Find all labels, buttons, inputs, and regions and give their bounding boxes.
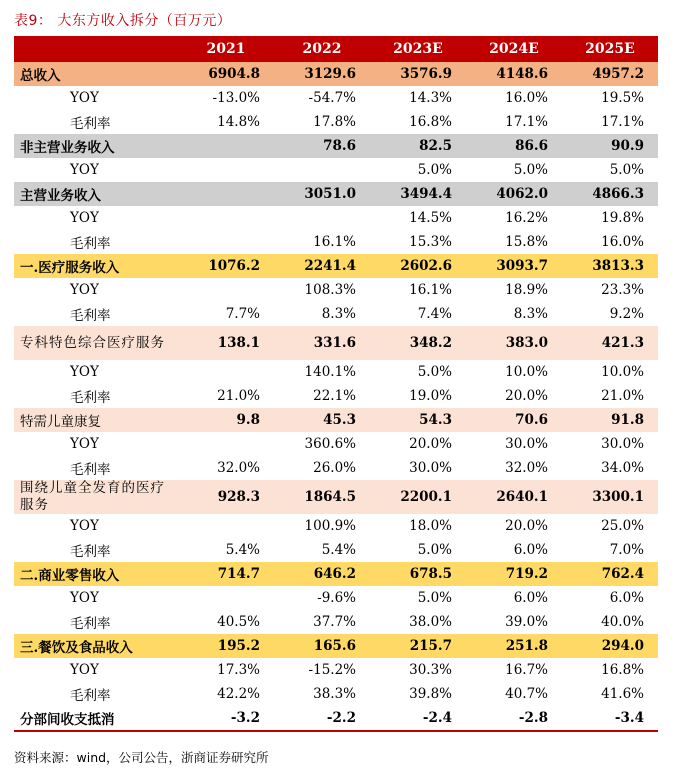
table-cell: 646.2 [274,562,370,586]
row-label: 非主营业务收入 [14,134,178,158]
table-cell: 5.0% [370,360,466,384]
row-label: YOY [14,432,178,456]
row-label: 专科特色综合医疗服务 [14,326,178,360]
table-cell: 54.3 [370,408,466,432]
table-cell: 9.2% [562,302,658,326]
table-cell [178,158,274,182]
table-cell: -9.6% [274,586,370,610]
table-cell [178,206,274,230]
table-cell: 38.0% [370,610,466,634]
table-cell: 30.3% [370,658,466,682]
table-row [14,432,658,456]
column-header: 2023E [370,36,466,62]
table-cell: 714.7 [178,562,274,586]
row-label: 主营业务收入 [14,182,178,206]
column-header: 2021 [178,36,274,62]
row-label: 围绕儿童全发育的医疗服务 [14,480,178,514]
row-label: 毛利率 [14,682,178,706]
row-label: 总收入 [14,62,178,86]
row-label: YOY [14,206,178,230]
table-cell: 10.0% [466,360,562,384]
table-cell: 86.6 [466,134,562,158]
table-cell: 2602.6 [370,254,466,278]
table-cell: -13.0% [178,86,274,110]
table-cell: -2.8 [466,706,562,731]
table-cell: 30.0% [466,432,562,456]
table-row [14,230,658,254]
table-row [14,110,658,134]
table-row [14,586,658,610]
table-cell: 5.4% [274,538,370,562]
table-cell: 3494.4 [370,182,466,206]
table-cell: 30.0% [562,432,658,456]
table-cell: 6.0% [562,586,658,610]
table-cell [274,206,370,230]
row-label: YOY [14,278,178,302]
table-cell: 8.3% [274,302,370,326]
table-cell: -15.2% [274,658,370,682]
table-cell: 23.3% [562,278,658,302]
row-label: YOY [14,86,178,110]
table-cell [178,230,274,254]
row-label: 一.医疗服务收入 [14,254,178,278]
table-row [14,480,658,514]
table-cell: 40.0% [562,610,658,634]
table-row [14,538,658,562]
table-cell: 17.3% [178,658,274,682]
table-cell: 16.0% [466,86,562,110]
table-cell [178,432,274,456]
table-cell [178,182,274,206]
table-row [14,254,658,278]
table-cell: 14.5% [370,206,466,230]
table-cell: 4957.2 [562,62,658,86]
table-row [14,326,658,360]
table-cell: 41.6% [562,682,658,706]
table-row [14,634,658,658]
table-cell: 3093.7 [466,254,562,278]
table-cell: 26.0% [274,456,370,480]
table-row [14,610,658,634]
table-row [14,562,658,586]
table-cell: 5.0% [370,538,466,562]
table-cell: 17.1% [466,110,562,134]
table-cell: 2640.1 [466,480,562,514]
table-cell: 251.8 [466,634,562,658]
header-row [14,36,658,62]
table-cell: 3813.3 [562,254,658,278]
table-cell: -3.2 [178,706,274,731]
row-label: 毛利率 [14,456,178,480]
table-body [14,62,658,731]
table-cell: 8.3% [466,302,562,326]
table-cell: 678.5 [370,562,466,586]
table-cell: 32.0% [466,456,562,480]
table-cell: 2200.1 [370,480,466,514]
table-cell: 16.7% [466,658,562,682]
column-header: 2025E [562,36,658,62]
row-label: 毛利率 [14,110,178,134]
table-cell: 20.0% [466,514,562,538]
table-cell: 140.1% [274,360,370,384]
table-row [14,182,658,206]
table-cell [274,158,370,182]
table-cell: 16.0% [562,230,658,254]
table-cell: 15.8% [466,230,562,254]
table-cell: 37.7% [274,610,370,634]
table-cell: 30.0% [370,456,466,480]
table-cell: 5.0% [466,158,562,182]
table-row [14,158,658,182]
table-cell: 10.0% [562,360,658,384]
table-cell: 91.8 [562,408,658,432]
table-cell: 90.9 [562,134,658,158]
table-cell: 5.0% [562,158,658,182]
table-row [14,134,658,158]
table-cell: 21.0% [562,384,658,408]
table-cell: 40.5% [178,610,274,634]
table-cell: 78.6 [274,134,370,158]
table-cell: 762.4 [562,562,658,586]
table-cell: 4062.0 [466,182,562,206]
row-label: 毛利率 [14,302,178,326]
table-cell: 6904.8 [178,62,274,86]
table-cell: 9.8 [178,408,274,432]
table-cell: 3129.6 [274,62,370,86]
row-label: YOY [14,360,178,384]
row-label: YOY [14,158,178,182]
table-cell: 100.9% [274,514,370,538]
table-row [14,658,658,682]
table-cell: 383.0 [466,326,562,360]
column-header: 2024E [466,36,562,62]
row-label: 毛利率 [14,538,178,562]
table-row [14,514,658,538]
table-cell: 4148.6 [466,62,562,86]
table-cell: -2.2 [274,706,370,731]
table-cell: 19.8% [562,206,658,230]
table-row [14,682,658,706]
table-cell: 25.0% [562,514,658,538]
table-cell: 70.6 [466,408,562,432]
table-cell [178,586,274,610]
row-label: 二.商业零售收入 [14,562,178,586]
table-cell: 4866.3 [562,182,658,206]
table-row [14,302,658,326]
table-cell: 16.8% [370,110,466,134]
table-row [14,384,658,408]
table-cell: 17.1% [562,110,658,134]
table-row [14,456,658,480]
table-cell: 19.0% [370,384,466,408]
table-row [14,408,658,432]
table-cell: 20.0% [370,432,466,456]
table-cell: 3300.1 [562,480,658,514]
table-cell: 331.6 [274,326,370,360]
table-cell: 5.0% [370,586,466,610]
table-cell: 82.5 [370,134,466,158]
table-cell: 34.0% [562,456,658,480]
table-cell: 18.9% [466,278,562,302]
table-row [14,62,658,86]
table-cell [178,278,274,302]
table-cell: 22.1% [274,384,370,408]
table-cell: 16.1% [370,278,466,302]
column-header [14,36,178,62]
table-cell: -3.4 [562,706,658,731]
row-label: 毛利率 [14,610,178,634]
table-cell: 108.3% [274,278,370,302]
table-cell: 21.0% [178,384,274,408]
row-label: 毛利率 [14,230,178,254]
table-cell: 7.0% [562,538,658,562]
table-cell: -2.4 [370,706,466,731]
table-cell: 19.5% [562,86,658,110]
table-row [14,86,658,110]
table-cell: 42.2% [178,682,274,706]
table-cell: 1864.5 [274,480,370,514]
table-cell: 6.0% [466,538,562,562]
table-cell: 39.0% [466,610,562,634]
table-cell: 3051.0 [274,182,370,206]
table-cell: 928.3 [178,480,274,514]
table-cell: 17.8% [274,110,370,134]
table-cell: 138.1 [178,326,274,360]
revenue-breakdown-table [14,36,658,732]
table-cell: 5.0% [370,158,466,182]
table-cell: 40.7% [466,682,562,706]
table-cell: 45.3 [274,408,370,432]
table-cell [178,134,274,158]
table-cell: 2241.4 [274,254,370,278]
column-header: 2022 [274,36,370,62]
table-cell: 3576.9 [370,62,466,86]
row-label: 三.餐饮及食品收入 [14,634,178,658]
table-cell: 360.6% [274,432,370,456]
table-cell: 719.2 [466,562,562,586]
table-cell [178,360,274,384]
table-cell: 1076.2 [178,254,274,278]
table-cell: 16.1% [274,230,370,254]
table-cell: 165.6 [274,634,370,658]
table-cell: 39.8% [370,682,466,706]
table-cell: 14.8% [178,110,274,134]
table-cell [178,514,274,538]
source-note: 资料来源：wind，公司公告，浙商证券研究所 [14,750,269,765]
row-label: YOY [14,586,178,610]
table-cell: 195.2 [178,634,274,658]
table-cell: 294.0 [562,634,658,658]
table-cell: 5.4% [178,538,274,562]
table-cell: 348.2 [370,326,466,360]
table-row [14,206,658,230]
table-title: 表9： 大东方收入拆分（百万元） [14,13,232,29]
row-label: 毛利率 [14,384,178,408]
table-cell: 16.2% [466,206,562,230]
row-label: 特需儿童康复 [14,408,178,432]
row-label: 分部间收支抵消 [14,706,178,731]
table-cell: 7.7% [178,302,274,326]
table-row [14,278,658,302]
row-label: YOY [14,514,178,538]
table-cell: 421.3 [562,326,658,360]
table-cell: 15.3% [370,230,466,254]
table-cell: 20.0% [466,384,562,408]
table-cell: 215.7 [370,634,466,658]
table-cell: 6.0% [466,586,562,610]
table-row [14,360,658,384]
table-cell: 7.4% [370,302,466,326]
table-cell: -54.7% [274,86,370,110]
table-row [14,706,658,731]
table-cell: 38.3% [274,682,370,706]
table-cell: 32.0% [178,456,274,480]
table-cell: 18.0% [370,514,466,538]
table-cell: 16.8% [562,658,658,682]
row-label: YOY [14,658,178,682]
table-cell: 14.3% [370,86,466,110]
